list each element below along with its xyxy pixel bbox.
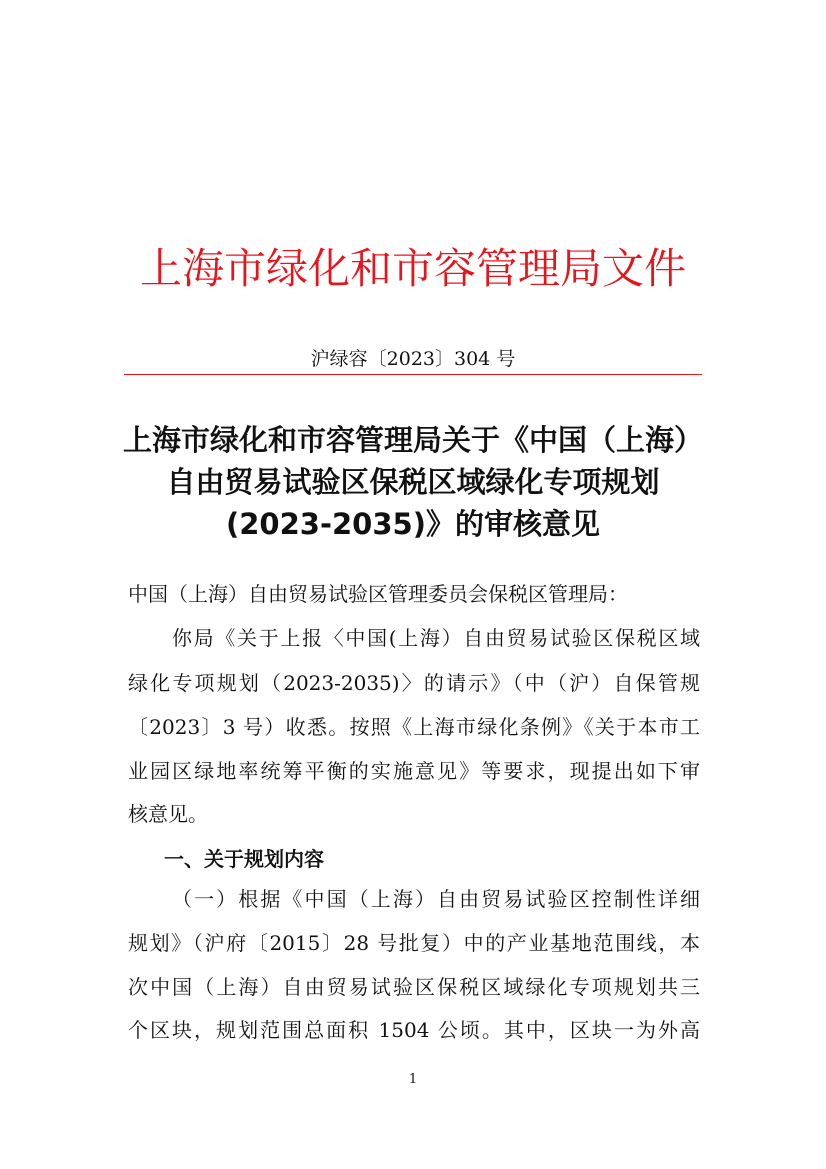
body-line: （一）根据《中国（上海）自由贸易试验区控制性详细 — [172, 887, 700, 911]
recipient: 中国（上海）自由贸易试验区管理委员会保税区管理局： — [128, 582, 628, 606]
body-line: 业园区绿地率统筹平衡的实施意见》等要求，现提出如下审 — [128, 759, 700, 783]
body-line: 次中国（上海）自由贸易试验区保税区域绿化专项规划共三 — [128, 975, 700, 999]
document-title-line: 上海市绿化和市容管理局关于《中国（上海） — [122, 423, 703, 457]
red-divider — [124, 374, 702, 375]
body-line: 绿化专项规划（2023-2035)〉的请示》（中（沪）自保管规 — [128, 671, 700, 695]
issuing-org-title: 上海市绿化和市容管理局文件 — [139, 244, 686, 293]
page-number: 1 — [408, 1072, 418, 1087]
body-line: 个区块，规划范围总面积 1504 公顷。其中，区块一为外高 — [128, 1018, 700, 1042]
body-line: 规划》（沪府〔2015〕28 号批复）中的产业基地范围线，本 — [128, 931, 700, 955]
body-line: 〔2023〕3 号）收悉。按照《上海市绿化条例》《关于本市工 — [128, 715, 700, 739]
body-line: 你局《关于上报〈中国(上海）自由贸易试验区保税区域 — [172, 626, 700, 650]
body-line: 核意见。 — [128, 802, 208, 826]
document-number: 沪绿容〔2023〕304 号 — [310, 348, 516, 370]
document-title-line: 自由贸易试验区保税区域绿化专项规划 — [166, 465, 660, 499]
document-title-line: (2023-2035)》的审核意见 — [226, 507, 600, 541]
section-heading: 一、关于规划内容 — [164, 847, 324, 871]
